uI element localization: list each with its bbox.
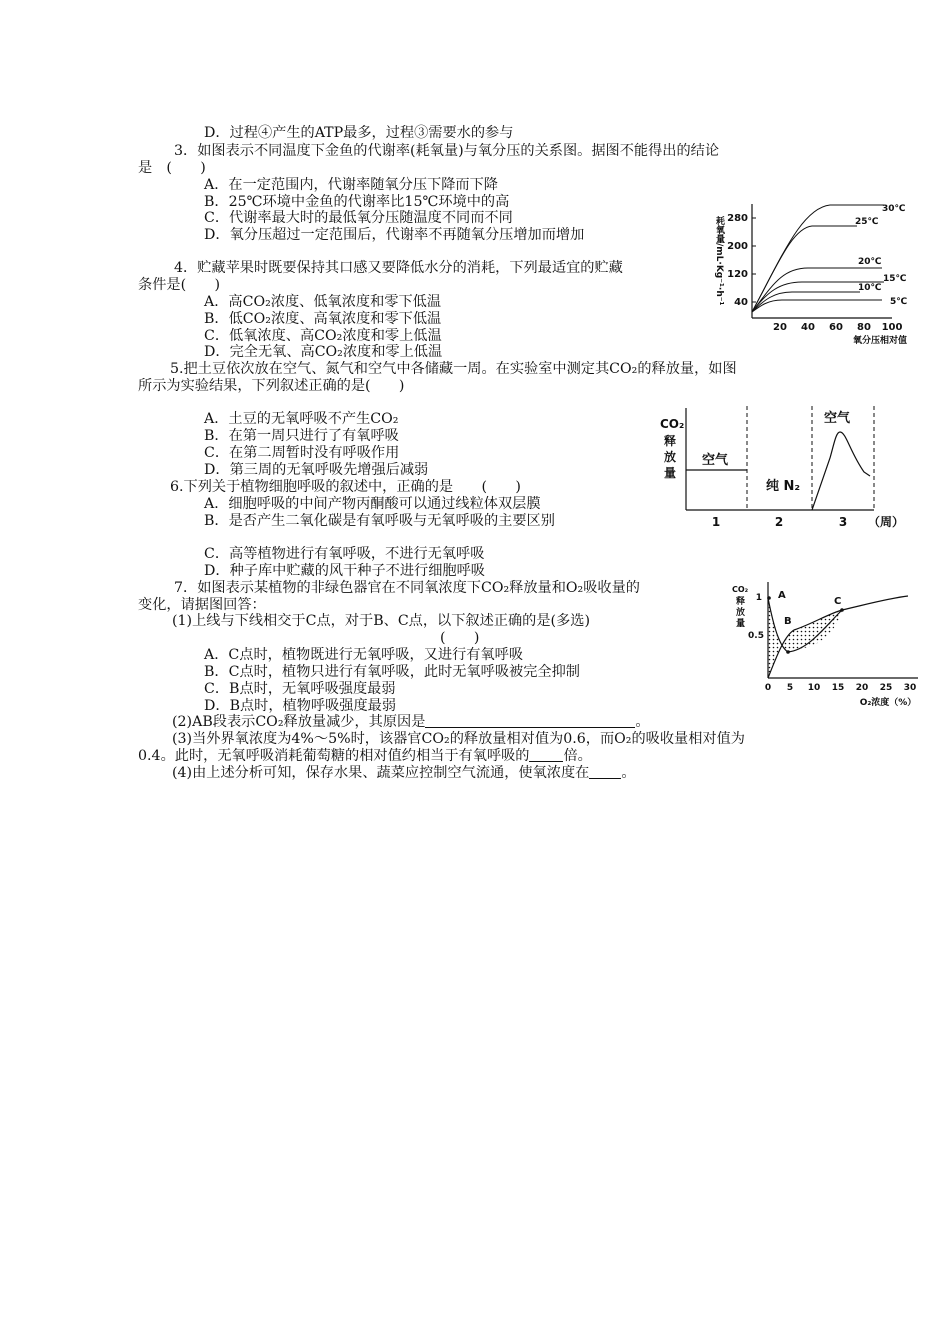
fig7-xtick: 0 (764, 683, 772, 693)
fig5-segment-label: 空气 (702, 453, 729, 468)
q4-option-b: B．低CO₂浓度、高氧浓度和零下低温 (204, 311, 442, 327)
fig5-xunit: （周） (868, 515, 905, 529)
fig7-point-a (767, 596, 771, 600)
q3-option-a: A．在一定范围内，代谢率随氧分压下降而下降 (204, 177, 498, 193)
fig3-xlabel: 氧分压相对值 (852, 336, 908, 346)
q7-part3: (3)当外界氧浓度为4%～5%时，该器官CO₂的释放量相对值为0.6，而O₂的吸收量相对值为 (172, 731, 745, 747)
fig5-ylabel: 量 (664, 466, 677, 480)
fig3-ylabel: 耗氧量/mL·Kg⁻¹·h⁻¹ (714, 216, 724, 306)
fig3-curve-label: 25℃ (855, 217, 879, 227)
q7-part2-text: (2)AB段表示CO₂释放量减少，其原因是 (172, 714, 426, 730)
fig7-ytick: 0.5 (748, 631, 764, 641)
fig7-ylabel-co2: CO₂ (732, 585, 749, 594)
q7-part2 (172, 713, 650, 731)
q2-option-d: D．过程④产生的ATP最多，过程③需要水的参与 (204, 125, 514, 141)
fig5-ylabel-co2: CO₂ (660, 417, 685, 431)
answer-blank[interactable] (529, 747, 563, 762)
figure-q5-co2-release (654, 400, 910, 536)
q7-part1-bracket: ( ) (440, 630, 480, 646)
q5-option-c: C．在第二周暂时没有呼吸作用 (204, 445, 400, 461)
q4-stem: 4．贮藏苹果时既要保持其口感又要降低水分的消耗，下列最适宜的贮藏 (174, 260, 623, 276)
fig3-curve-label: 5℃ (890, 297, 908, 307)
fig3-xtick: 100 (881, 322, 903, 333)
q6-option-c: C．高等植物进行有氧呼吸，不进行无氧呼吸 (204, 546, 485, 562)
q7-part4-text: (4)由上述分析可知，保存水果、蔬菜应控制空气流通，使氧浓度在 (172, 765, 590, 781)
fig3-xtick: 40 (801, 322, 815, 333)
fig3-xtick: 20 (773, 322, 787, 333)
fig7-xtick: 30 (903, 683, 917, 693)
q7-part2-end: 。 (635, 714, 650, 730)
fig5-xtick: 1 (711, 515, 721, 529)
q7-option-b: B．C点时，植物只进行有氧呼吸，此时无氧呼吸被完全抑制 (204, 664, 580, 680)
q7-part3-cont (138, 747, 592, 765)
fig3-xtick: 60 (829, 322, 843, 333)
q7-part4 (172, 764, 636, 782)
q5-option-d: D．第三周的无氧呼吸先增强后减弱 (204, 462, 429, 478)
answer-blank[interactable] (425, 713, 635, 728)
fig7-point-label: A (778, 590, 786, 601)
fig3-ytick: 40 (734, 297, 748, 308)
q6-option-a: A．细胞呼吸的中间产物丙酮酸可以通过线粒体双层膜 (204, 496, 541, 512)
fig7-xtick: 5 (786, 683, 794, 693)
fig7-xlabel: O₂浓度（%） (859, 698, 917, 708)
fig3-curve-label: 10℃ (858, 283, 882, 293)
fig7-xtick: 10 (807, 683, 821, 693)
q7-part3-text: 0.4。此时，无氧呼吸消耗葡萄糖的相对值约相当于有氧呼吸的 (138, 748, 530, 764)
fig7-point-label: C (834, 596, 842, 607)
q3-stem: 3．如图表示不同温度下金鱼的代谢率(耗氧量)与氧分压的关系图。据图不能得出的结论 (174, 143, 720, 159)
q6-option-d: D．种子库中贮藏的风干种子不进行细胞呼吸 (204, 563, 485, 579)
fig7-ylabel: 量 (736, 619, 746, 629)
fig5-xtick: 2 (774, 515, 784, 529)
q4-option-c: C．低氧浓度、高CO₂浓度和零上低温 (204, 328, 442, 344)
fig7-ylabel: 放 (736, 608, 746, 618)
fig5-ylabel: 释 (664, 434, 677, 448)
fig3-curve-label: 30℃ (882, 204, 906, 214)
fig3-curve-label: 15℃ (883, 274, 907, 284)
fig5-n2-curve (812, 432, 870, 510)
q7-part4-end: 。 (621, 765, 636, 781)
q7-part1: (1)上线与下线相交于C点，对于B、C点，以下叙述正确的是(多选) (172, 613, 590, 629)
fig3-ytick: 200 (727, 241, 748, 252)
q7-stem-cont: 变化，请据图回答： (138, 597, 266, 613)
figure-q3-metabolic-rate (712, 196, 922, 346)
fig7-point-c (840, 608, 844, 612)
q5-stem: 5.把土豆依次放在空气、氮气和空气中各储藏一周。在实验室中测定其CO₂的释放量，如图 (170, 361, 737, 377)
q5-option-b: B．在第一周只进行了有氧呼吸 (204, 428, 399, 444)
fig5-xtick: 3 (838, 515, 848, 529)
fig5-segment-label: 空气 (824, 411, 851, 426)
q5-option-a: A．土豆的无氧呼吸不产生CO₂ (204, 411, 399, 427)
fig5-ylabel: 放 (664, 450, 677, 464)
answer-blank[interactable] (589, 764, 621, 779)
fig3-xtick: 80 (857, 322, 871, 333)
q5-stem-cont: 所示为实验结果，下列叙述正确的是( ) (138, 378, 405, 394)
q7-option-c: C．B点时，无氧呼吸强度最弱 (204, 681, 396, 697)
figure-q7-o2-concentration (728, 578, 928, 710)
q7-stem: 7．如图表示某植物的非绿色器官在不同氧浓度下CO₂释放量和O₂吸收量的 (174, 580, 640, 596)
q7-option-a: A．C点时，植物既进行无氧呼吸，又进行有氧呼吸 (204, 647, 524, 663)
fig3-ytick: 120 (727, 269, 748, 280)
fig7-ytick: 1 (755, 593, 762, 603)
q6-option-b: B．是否产生二氧化碳是有氧呼吸与无氧呼吸的主要区别 (204, 513, 555, 529)
q3-option-c: C．代谢率最大时的最低氧分压随温度不同而不同 (204, 210, 513, 226)
q7-option-d: D．B点时，植物呼吸强度最弱 (204, 698, 397, 714)
q3-option-d: D．氧分压超过一定范围后，代谢率不再随氧分压增加而增加 (204, 227, 585, 243)
q6-stem: 6.下列关于植物细胞呼吸的叙述中，正确的是 ( ) (170, 479, 521, 495)
fig5-segment-label: 纯 N₂ (766, 479, 801, 494)
fig7-point-label: B (784, 616, 792, 627)
fig7-ylabel: 释 (736, 597, 746, 607)
fig3-curve-5c (752, 300, 882, 312)
q4-stem-cont: 条件是( ) (138, 277, 221, 293)
q3-option-b: B．25℃环境中金鱼的代谢率比15℃环境中的高 (204, 194, 510, 210)
q7-part3-end: 倍。 (563, 748, 592, 764)
q4-option-d: D．完全无氧、高CO₂浓度和零上低温 (204, 344, 443, 360)
fig7-xtick: 20 (855, 683, 869, 693)
fig3-curve-label: 20℃ (858, 257, 882, 267)
q4-option-a: A．高CO₂浓度、低氧浓度和零下低温 (204, 294, 442, 310)
fig7-xtick: 15 (831, 683, 845, 693)
fig3-ytick: 280 (727, 213, 748, 224)
fig7-xtick: 25 (879, 683, 893, 693)
fig7-point-b (786, 650, 790, 654)
q3-stem-cont: 是 ( ) (138, 160, 206, 176)
